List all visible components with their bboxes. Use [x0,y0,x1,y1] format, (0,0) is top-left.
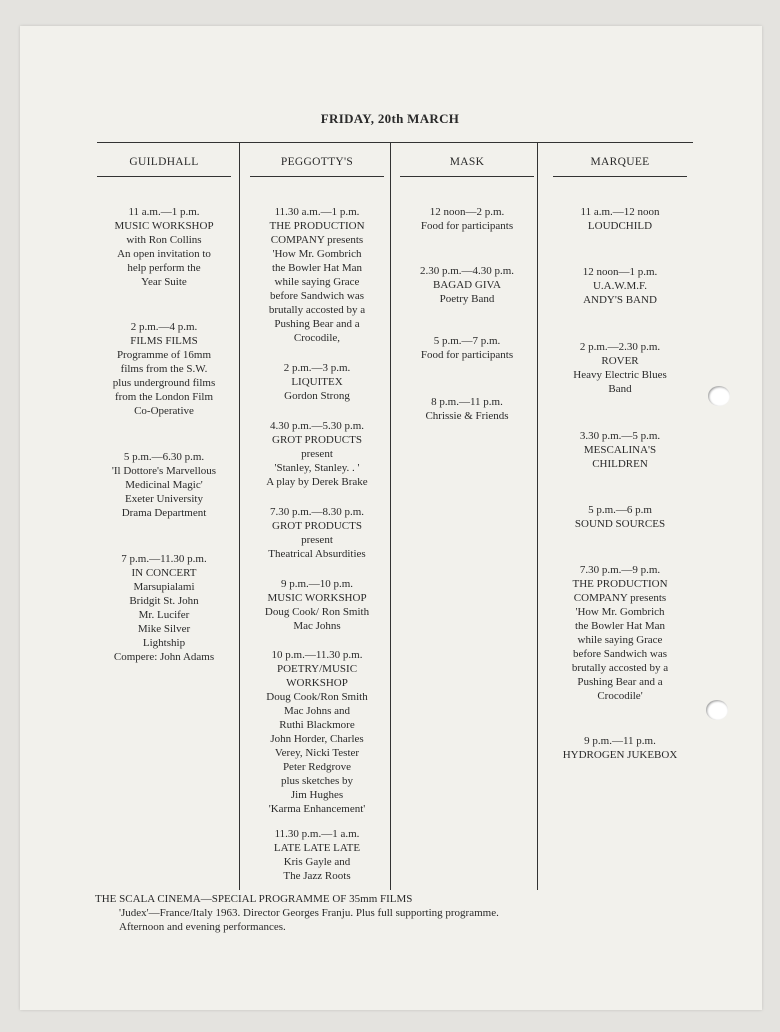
event-line: Programme of 16mm [116,349,212,361]
event-block [553,734,687,762]
event-line: GROT PRODUCTS [272,434,362,446]
event-time: 11 a.m.—1 p.m. [128,206,200,218]
event-block [400,205,534,233]
event-block [553,205,687,233]
event-line: Drama Department [121,507,207,519]
punch-hole-bottom [706,700,728,720]
column-divider-2 [390,142,391,890]
event-time: 2 p.m.—4 p.m. [130,321,198,333]
event-line: MESCALINA'S [583,444,657,456]
event-line: Co-Operative [134,405,194,417]
event-line: Pushing Bear and a [274,318,360,330]
event-line: LOUDCHILD [587,220,653,232]
column-divider-3 [537,142,538,890]
event-line: Verey, Nicki Tester [274,747,360,759]
event-line: Bridgit St. John [129,595,199,607]
event-line: HYDROGEN JUKEBOX [562,749,678,761]
event-time: 11.30 p.m.—1 a.m. [274,828,360,840]
event-line: An open invitation to [117,248,211,260]
event-time: 5 p.m.—6.30 p.m. [123,451,205,463]
event-block [250,205,384,345]
event-time: 11.30 a.m.—1 p.m. [274,206,360,218]
event-line: the Bowler Hat Man [574,620,666,632]
event-line: Year Suite [141,276,187,288]
event-line: Heavy Electric Blues [573,369,667,381]
event-line: while saying Grace [274,276,360,288]
event-time: 7.30 p.m.—8.30 p.m. [269,506,365,518]
column-marquee [553,142,687,761]
column-heading: MARQUEE [553,142,687,177]
event-line: Medicinal Magic' [125,479,203,491]
event-line: THE PRODUCTION [572,578,668,590]
event-line: plus sketches by [280,775,354,787]
event-line: Pushing Bear and a [577,676,663,688]
event-line: Band [608,383,632,395]
event-line: John Horder, Charles [270,733,364,745]
event-line: Compere: John Adams [113,651,215,663]
column-heading: MASK [400,142,534,177]
event-block [553,340,687,396]
event-line: Poetry Band [439,293,495,305]
event-line: Gordon Strong [284,390,350,402]
event-line: while saying Grace [577,634,663,646]
event-block [97,450,231,520]
footer-line-2: 'Judex'—France/Italy 1963. Director Georges Franju. Plus full supporting programme. [119,907,499,919]
event-line: from the London Film [114,391,214,403]
event-line: LIQUITEX [291,376,343,388]
event-line: 'Il Dottore's Marvellous [111,465,217,477]
event-block [553,265,687,307]
footer-line-1: THE SCALA CINEMA—SPECIAL PROGRAMME OF 35mm FILMS [95,893,413,905]
event-block [400,264,534,306]
event-line: Marsupialami [133,581,195,593]
event-block [250,505,384,561]
event-line: Chrissie & Friends [425,410,509,422]
event-block [400,334,534,362]
event-line: A play by Derek Brake [266,476,368,488]
column-heading: PEGGOTTY'S [250,142,384,177]
event-line: Mac Johns [293,620,341,632]
event-block [250,827,384,883]
event-line: brutally accosted by a [571,662,669,674]
event-time: 7.30 p.m.—9 p.m. [579,564,661,576]
event-line: MUSIC WORKSHOP [114,220,214,232]
event-block [553,429,687,471]
event-line: Food for participants [420,349,514,361]
event-time: 5 p.m.—7 p.m. [433,335,501,347]
event-line: IN CONCERT [131,567,197,579]
event-block [97,320,231,418]
event-line: ROVER [601,355,639,367]
event-time: 9 p.m.—10 p.m. [280,578,354,590]
event-line: the Bowler Hat Man [271,262,363,274]
column-mask [400,142,534,422]
event-block [553,563,687,703]
event-line: Kris Gayle and [283,856,351,868]
event-line: 'Stanley, Stanley. . ' [274,462,360,474]
event-line: U.A.W.M.F. [592,280,648,292]
column-divider-1 [239,142,240,890]
event-line: Lightship [142,637,186,649]
event-line: COMPANY presents [270,234,364,246]
event-line: 'Karma Enhancement' [268,803,366,815]
event-line: MUSIC WORKSHOP [267,592,367,604]
event-line: Doug Cook/Ron Smith [266,691,368,703]
event-line: before Sandwich was [572,648,668,660]
event-time: 7 p.m.—11.30 p.m. [121,553,207,565]
event-line: LATE LATE LATE [273,842,361,854]
column-heading: GUILDHALL [97,142,231,177]
event-line: Mike Silver [137,623,191,635]
event-time: 12 noon—1 p.m. [582,266,658,278]
event-line: Jim Hughes [290,789,344,801]
event-time: 8 p.m.—11 p.m. [431,396,503,408]
event-line: brutally accosted by a [268,304,366,316]
event-line: The Jazz Roots [283,870,351,882]
event-line: SOUND SOURCES [574,518,666,530]
event-line: Ruthi Blackmore [279,719,355,731]
event-line: THE PRODUCTION [269,220,365,232]
event-line: POETRY/MUSIC [276,663,358,675]
event-line: Crocodile, [293,332,341,344]
column-peggottys [250,142,384,882]
event-line: ANDY'S BAND [583,294,657,306]
event-time: 4.30 p.m.—5.30 p.m. [269,420,365,432]
event-line: BAGAD GIVA [433,279,501,291]
event-line: before Sandwich was [269,290,365,302]
event-block [250,577,384,633]
event-line: CHILDREN [592,458,648,470]
event-line: help perform the [127,262,201,274]
event-line: FILMS FILMS [130,335,198,347]
event-time: 11 a.m.—12 noon [580,206,660,218]
event-line: present [301,448,333,460]
footer-line-3: Afternoon and evening performances. [119,921,286,933]
event-block [400,395,534,423]
event-line: 'How Mr. Gombrich [272,248,362,260]
event-time: 2 p.m.—2.30 p.m. [579,341,661,353]
event-line: GROT PRODUCTS [272,520,362,532]
event-block [553,503,687,531]
event-line: Crocodile' [597,690,643,702]
event-time: 2 p.m.—3 p.m. [283,362,351,374]
event-line: present [301,534,333,546]
event-time: 5 p.m.—6 p.m [588,504,652,516]
event-block [97,552,231,664]
event-line: plus underground films [112,377,216,389]
footer-note [95,892,499,934]
event-time: 10 p.m.—11.30 p.m. [271,649,363,661]
event-line: Exeter University [125,493,203,505]
event-block [97,205,231,289]
event-line: Food for participants [420,220,514,232]
event-time: 12 noon—2 p.m. [429,206,505,218]
column-guildhall [97,142,231,663]
event-line: Theatrical Absurdities [268,548,366,560]
event-line: films from the S.W. [120,363,208,375]
page-title: FRIDAY, 20th MARCH [320,111,460,126]
event-line: COMPANY presents [573,592,667,604]
event-time: 9 p.m.—11 p.m. [584,735,656,747]
event-line: Mr. Lucifer [138,609,190,621]
event-line: Mac Johns and [284,705,350,717]
event-line: WORKSHOP [286,677,348,689]
punch-hole-top [708,386,730,406]
event-time: 2.30 p.m.—4.30 p.m. [419,265,515,277]
event-block [250,648,384,816]
event-line: Peter Redgrove [282,761,352,773]
event-time: 3.30 p.m.—5 p.m. [579,430,661,442]
event-block [250,361,384,403]
event-line: with Ron Collins [126,234,202,246]
event-line: Doug Cook/ Ron Smith [264,606,370,618]
event-block [250,419,384,489]
event-line: 'How Mr. Gombrich [575,606,665,618]
